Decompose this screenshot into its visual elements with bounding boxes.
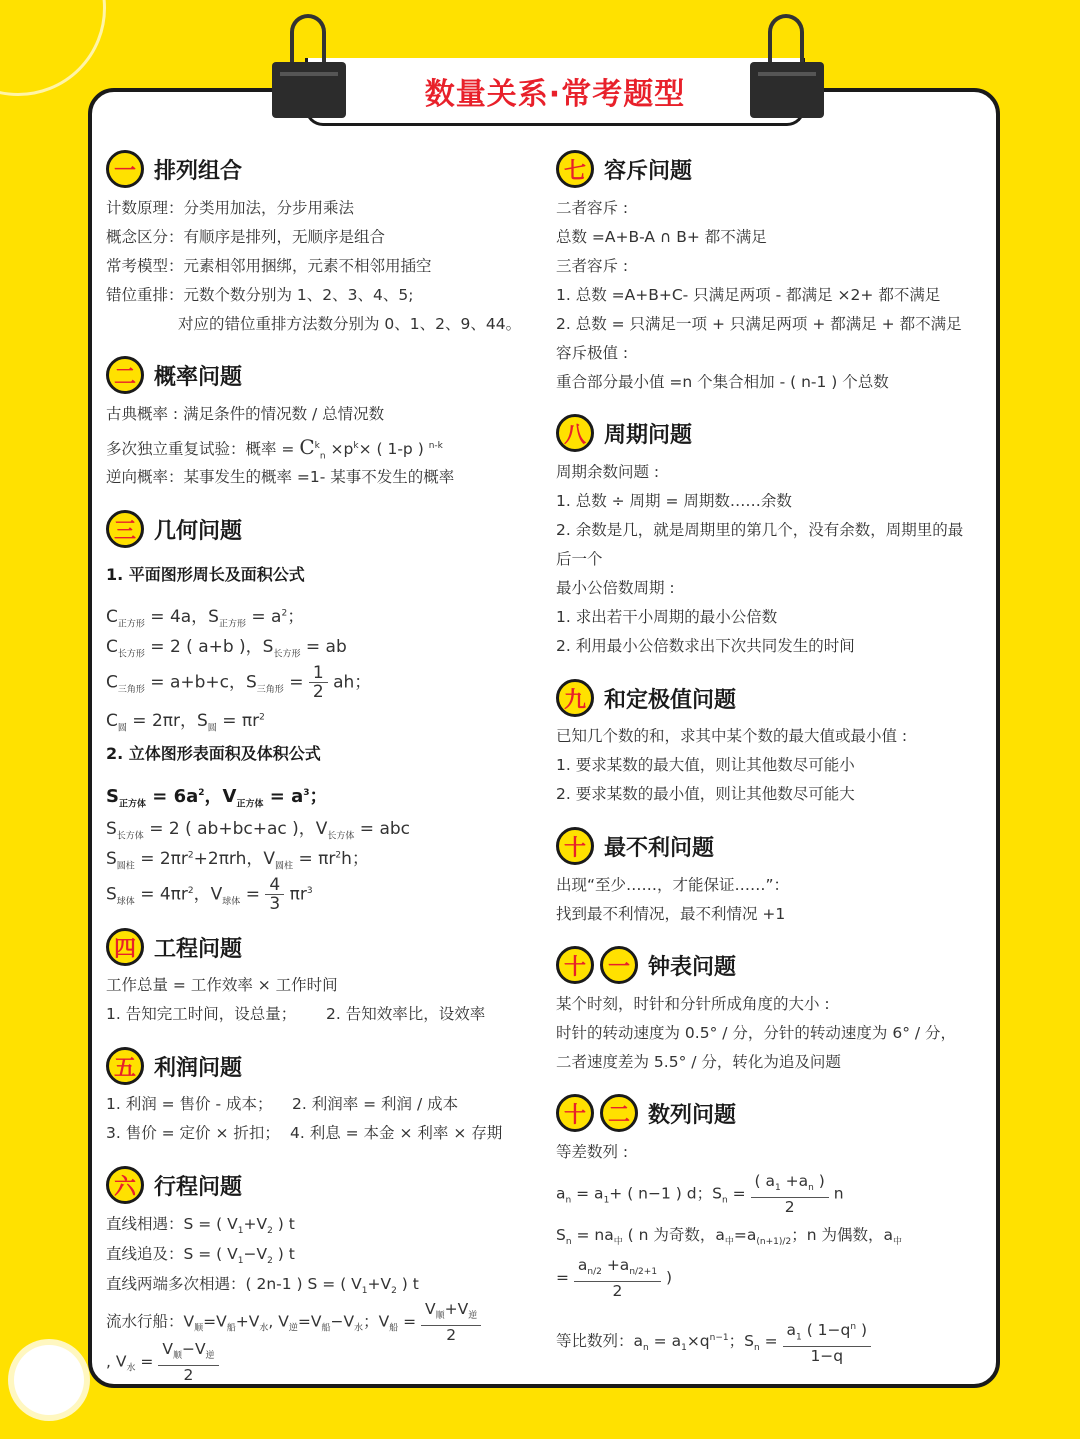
- section-3-header: [106, 510, 242, 548]
- section-badge: 二: [600, 1094, 638, 1132]
- formula: $S_{球体} = 4\pi r^2$，$V_{球体}$ = $\frac{4}{3}$ $\pi r^3$: [106, 875, 313, 914]
- section-title: 数列问题: [648, 1102, 737, 1128]
- section-badge: 八: [556, 414, 594, 452]
- formula: $S_{长方体} = 2$ ( ab+bc+ac )，$V_{长方体}$ = abc: [106, 819, 411, 842]
- text-line: 1. 总数 =A+B+C- 只满足两项 - 都满足 ×2+ 都不满足: [556, 286, 941, 304]
- section-badge: 四: [106, 928, 144, 966]
- section-badge: 十: [556, 827, 594, 865]
- text-line: 1. 总数 ÷ 周期 = 周期数……余数: [556, 492, 792, 510]
- decor-dot: [14, 1345, 84, 1415]
- text-line: 后一个: [556, 550, 603, 568]
- formula: $C_{三角形} = a+b+c$，$S_{三角形}$ = $\frac{1}{2}$ ah；: [106, 663, 372, 702]
- text-line: 已知几个数的和，求其中某个数的最大值或最小值 :: [556, 727, 908, 745]
- text-line: 概念区分：有顺序是排列，无顺序是组合: [106, 228, 386, 246]
- text-line: 计数原理：分类用加法，分步用乘法: [106, 199, 355, 217]
- section-badge: 二: [106, 356, 144, 394]
- text-line: 流水行船：$V_顺=V_船+V_水$, $V_逆=V_船-V_水$；$V_船$ = $\frac{V_顺+V_逆}{2}$: [106, 1300, 481, 1344]
- text-line: 重合部分最小值 =n 个集合相加 - ( n-1 ) 个总数: [556, 373, 889, 391]
- text-line: 三者容斥 :: [556, 257, 629, 275]
- text-line: 逆向概率：某事发生的概率 =1- 某事不发生的概率: [106, 468, 455, 486]
- text-line: 1. 求出若干小周期的最小公倍数: [556, 608, 778, 626]
- text-line: 4. 利息 = 本金 × 利率 × 存期: [290, 1124, 503, 1142]
- text-line: 2. 利用最小公倍数求出下次共同发生的时间: [556, 637, 855, 655]
- text-label: 流水行船：: [106, 1312, 184, 1331]
- section-8-header: [556, 414, 692, 452]
- section-title: 周期问题: [604, 422, 693, 448]
- section-title: 和定极值问题: [604, 687, 737, 713]
- formula: = $\frac{a_{n/2} +a_{n/2+1}}{2}$ ): [556, 1256, 673, 1301]
- text-line: 2. 利润率 = 利润 / 成本: [292, 1095, 459, 1113]
- section-badge: 七: [556, 150, 594, 188]
- text-line: 2. 告知效率比，设效率: [326, 1005, 486, 1023]
- section-badge: 六: [106, 1166, 144, 1204]
- section-title: 行程问题: [154, 1174, 243, 1200]
- section-badge: 一: [600, 946, 638, 984]
- section-11-header: [556, 946, 736, 984]
- section-title: 容斥问题: [604, 158, 693, 184]
- section-12-header: [556, 1094, 736, 1132]
- text-line: 对应的错位重排方法数分别为 0、1、2、9、44。: [178, 315, 522, 333]
- text-line: 某个时刻，时针和分针所成角度的大小 :: [556, 995, 830, 1013]
- section-title: 利润问题: [154, 1055, 243, 1081]
- formula: $S_{正方体} = 6a^2$，$V_{正方体} = a^3$；: [106, 786, 328, 810]
- text-line: 多次独立重复试验：概率 = $C^k_n \times p^k\times$ ( 1-p ) $^{n-k}$: [106, 435, 443, 462]
- section-badge: 九: [556, 679, 594, 717]
- subheading: 2. 立体图形表面积及体积公式: [106, 744, 321, 763]
- section-6-header: [106, 1166, 242, 1204]
- text-line: 时针的转动速度为 0.5° / 分，分针的转动速度为 6° / 分，: [556, 1024, 957, 1042]
- text-line: 出现“至少……，才能保证……”：: [556, 876, 790, 894]
- section-4-header: [106, 928, 242, 966]
- formula: 等比数列：$a_n = a_1\times q^{n-1}$；$S_n$ = $\frac{a_1 ( 1-q^n )}{1-q}$: [556, 1318, 871, 1365]
- text-line: 1. 告知完工时间，设总量；: [106, 1005, 297, 1023]
- section-9-header: [556, 679, 736, 717]
- text-line: 最小公倍数周期 :: [556, 579, 675, 597]
- section-title: 最不利问题: [604, 835, 715, 861]
- text-line: 错位重排：元数个数分别为 1、2、3、4、5;: [106, 286, 414, 304]
- section-badge: 十: [556, 1094, 594, 1132]
- text-line: 直线相遇：S = ( $V_1+V_2$ ) t: [106, 1215, 295, 1237]
- text-line: 2. 要求某数的最小值，则让其他数尽可能大: [556, 785, 855, 803]
- section-10-header: [556, 827, 714, 865]
- formula: $C_{正方形} = 4a$，$S_{正方形} = a^2$；: [106, 607, 305, 630]
- text-line: 工作总量 = 工作效率 × 工作时间: [106, 976, 338, 994]
- text-line: 二者容斥 :: [556, 199, 629, 217]
- text-line: 周期余数问题 :: [556, 463, 660, 481]
- section-5-header: [106, 1047, 242, 1085]
- text-label: 直线两端多次相遇：( 2n-1 ) S = ( V: [106, 1275, 362, 1293]
- section-title: 工程问题: [154, 936, 243, 962]
- text-line: 2. 余数是几，就是周期里的第几个，没有余数，周期里的最: [556, 521, 964, 539]
- text-line: 直线两端多次相遇：( 2n-1 ) S = ( $V_1+V_2$ ) t: [106, 1275, 419, 1297]
- page-title: 数量关系·常考题型: [424, 76, 686, 112]
- section-2-header: [106, 356, 242, 394]
- text-line: 3. 售价 = 定价 × 折扣；: [106, 1124, 280, 1142]
- section-badge: 一: [106, 150, 144, 188]
- section-1-header: [106, 150, 242, 188]
- text-line: 二者速度差为 5.5° / 分，转化为追及问题: [556, 1053, 841, 1071]
- text-line: 1. 要求某数的最大值，则让其他数尽可能小: [556, 756, 855, 774]
- text-line: 2. 总数 = 只满足一项 + 只满足两项 + 都满足 + 都不满足: [556, 315, 962, 333]
- text-line: 找到最不利情况，最不利情况 +1: [556, 905, 786, 923]
- section-badge: 五: [106, 1047, 144, 1085]
- text-label: 等比数列：: [556, 1332, 634, 1351]
- section-title: 概率问题: [154, 364, 243, 390]
- decor-ring: [0, 0, 106, 96]
- section-title: 排列组合: [154, 158, 243, 184]
- section-title: 几何问题: [154, 518, 243, 544]
- section-badge: 十: [556, 946, 594, 984]
- text-label: 直线相遇：S = ( V: [106, 1215, 238, 1233]
- section-title: 钟表问题: [648, 954, 737, 980]
- title-tab: [305, 58, 805, 126]
- formula: $S_n = na_中$ ( n 为奇数，$a_中=a_{(n+1)/2}$；n 为偶数，$a_中$: [556, 1226, 902, 1248]
- formula: $a_n = a_1+$ ( n−1 ) d；$S_n$ = $\frac{( a_1 +a_n )}{2}$ n: [556, 1172, 844, 1217]
- text-line: , $V_水$ = $\frac{V_顺-V_逆}{2}$: [106, 1340, 219, 1384]
- text-line: 容斥极值 :: [556, 344, 629, 362]
- section-7-header: [556, 150, 692, 188]
- formula: $C_{长方形} = 2$ ( a+b )，$S_{长方形}$ = ab: [106, 637, 347, 660]
- text-line: 等差数列 :: [556, 1143, 629, 1161]
- section-badge: 三: [106, 510, 144, 548]
- text-label: 多次独立重复试验：概率 =: [106, 440, 295, 459]
- text-line: 古典概率 : 满足条件的情况数 / 总情况数: [106, 405, 385, 423]
- text-line: 常考模型：元素相邻用捆绑，元素不相邻用插空: [106, 257, 432, 275]
- text-line: 1. 利润 = 售价 - 成本；: [106, 1095, 273, 1113]
- text-line: 直线追及：S = ( $V_1-V_2$ ) t: [106, 1245, 295, 1267]
- formula: $C_圆 = 2\pi r$，$S_圆 = \pi r^2$: [106, 711, 265, 734]
- subheading: 1. 平面图形周长及面积公式: [106, 565, 305, 584]
- text-label: 直线追及：S = ( V: [106, 1245, 238, 1263]
- text-line: 总数 =A+B-A ∩ B+ 都不满足: [556, 228, 767, 246]
- formula: $S_{圆柱} = 2\pi r^2+2\pi rh$，$V_{圆柱} = \pi r^2h$；: [106, 849, 369, 872]
